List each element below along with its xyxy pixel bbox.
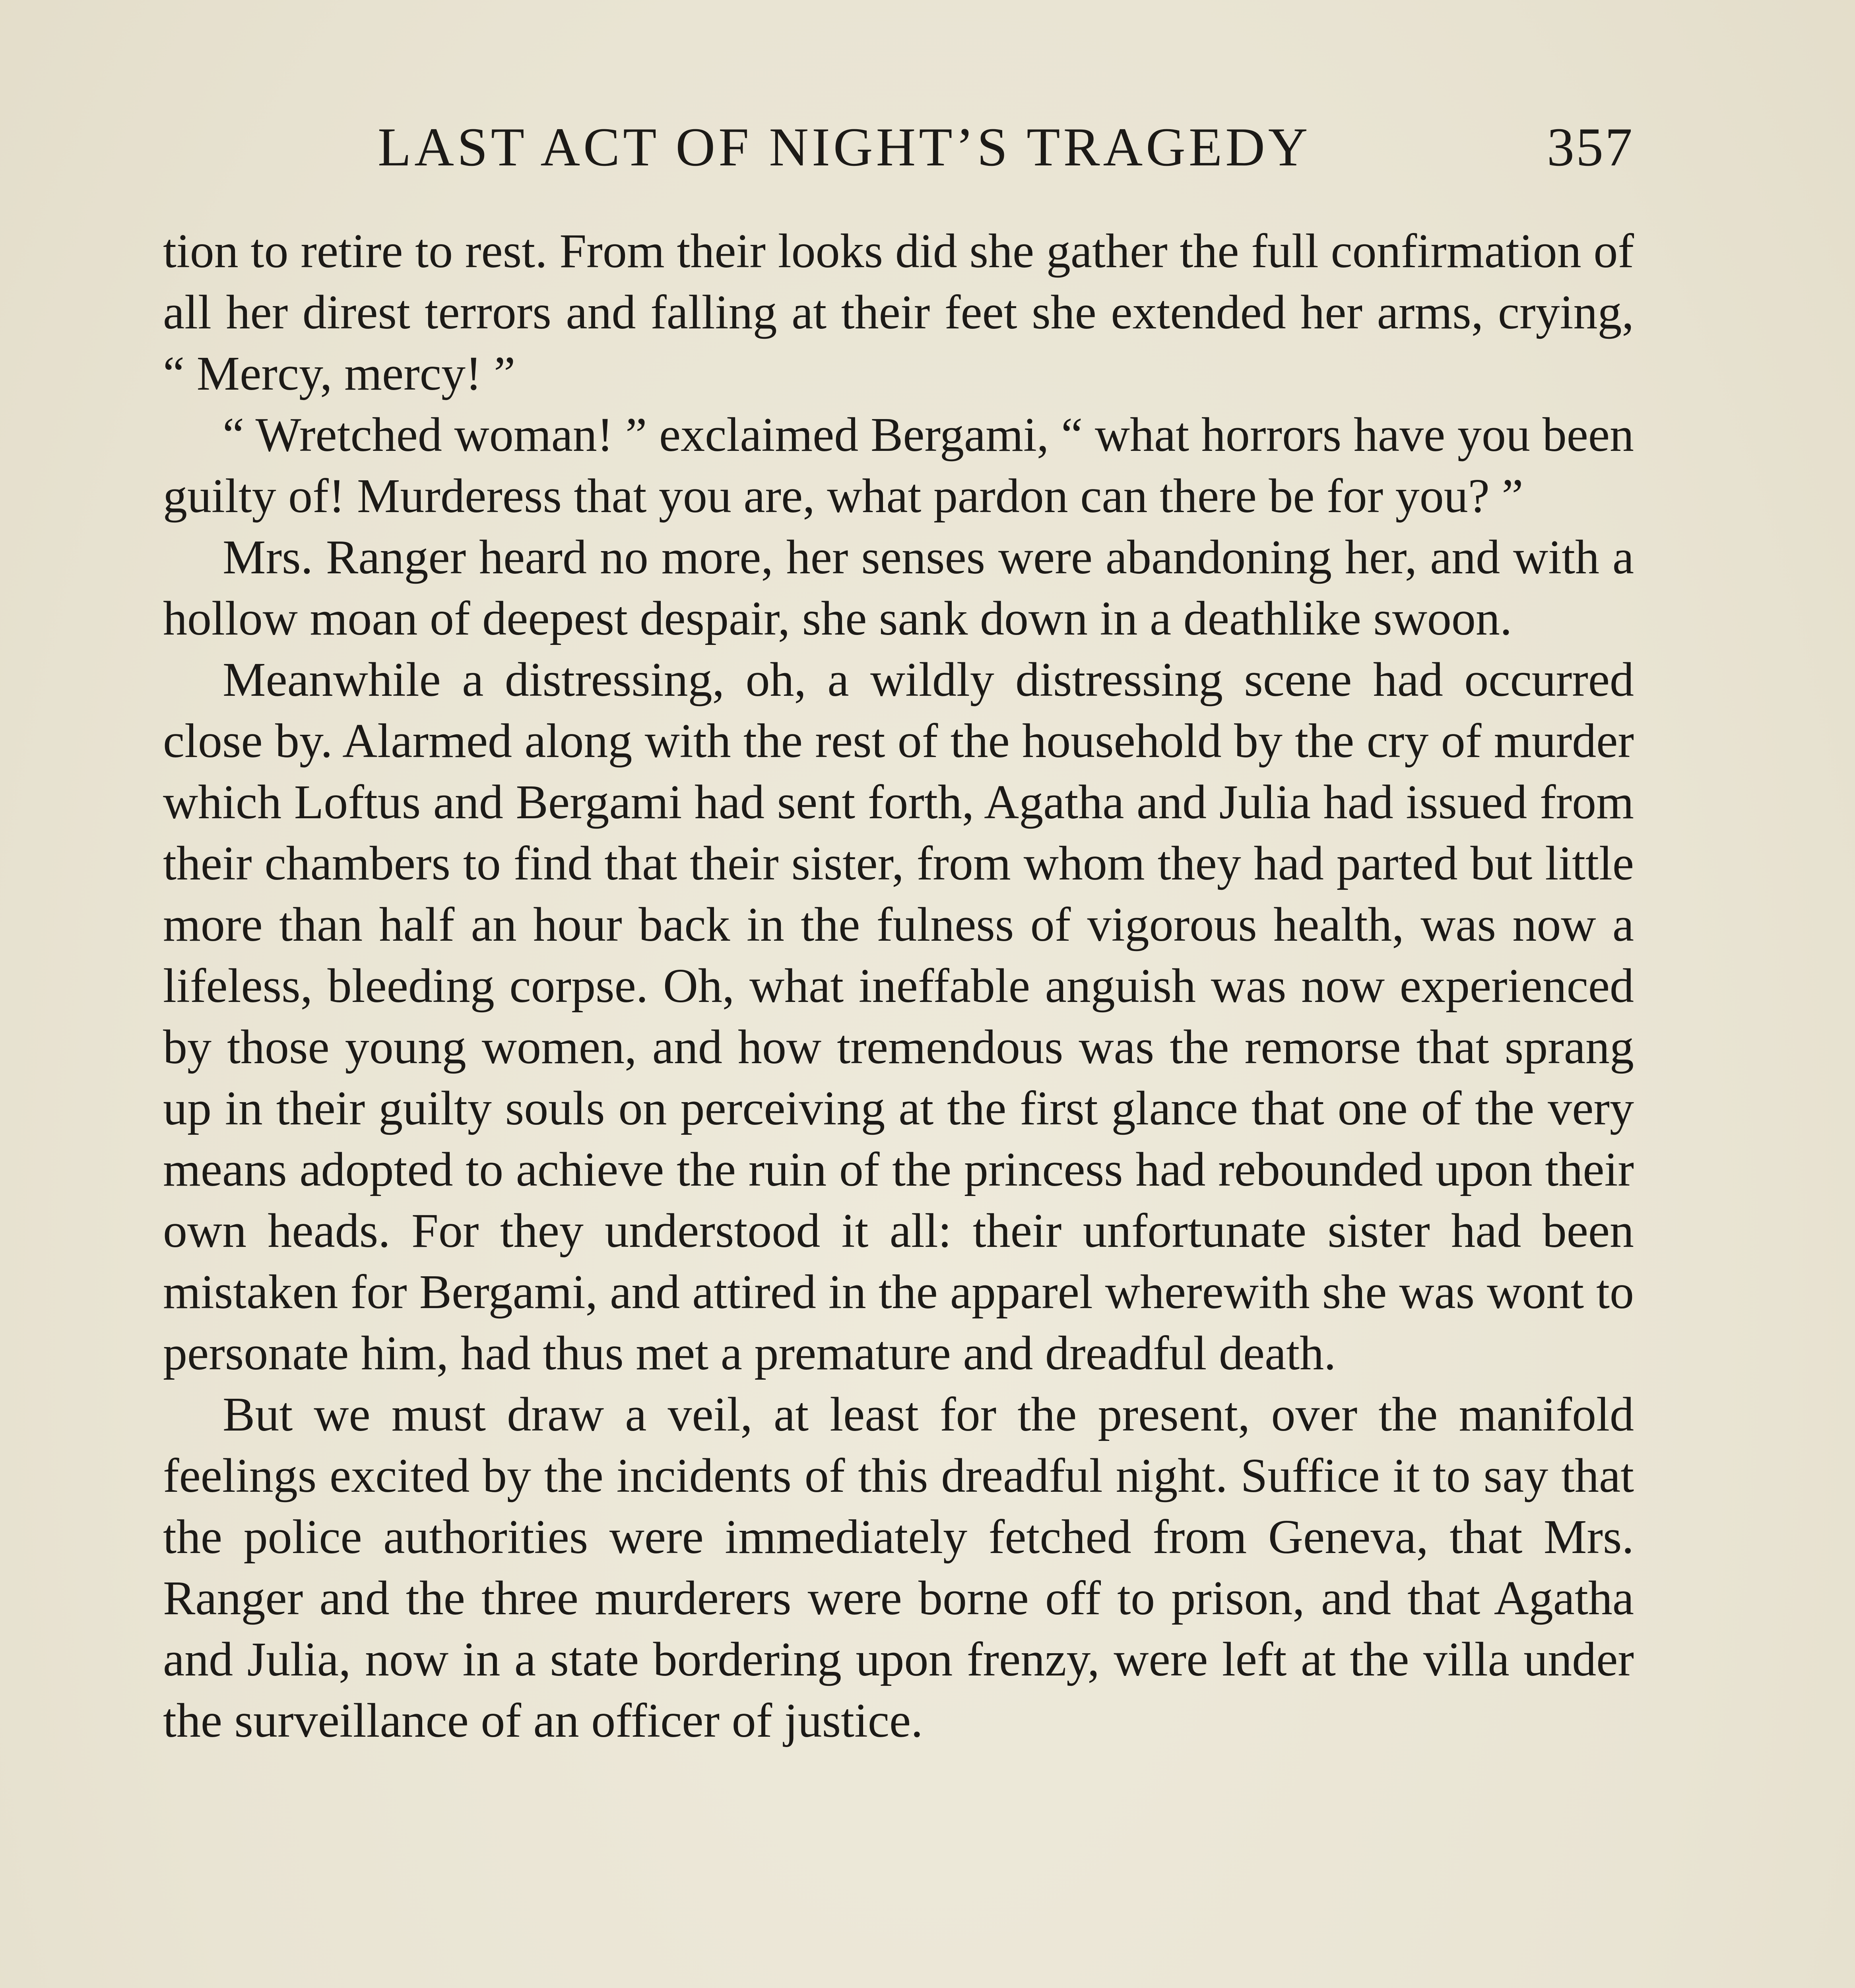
- page-number: 357: [1547, 116, 1634, 177]
- paragraph: “ Wretched woman! ” exclaimed Bergami, “ what horrors have you been guilty of! Murderess that you are, what pardon can there be for you? ”: [163, 408, 1634, 523]
- paragraph: Mrs. Ranger heard no more, her senses were abandoning her, and with a hollow moan of deepest despair, she sank down in a deathlike swoon.: [163, 530, 1634, 645]
- running-title: LAST ACT OF NIGHT’S TRAGEDY: [378, 116, 1311, 177]
- running-head: [163, 107, 1634, 187]
- paragraph: tion to retire to rest. From their looks did she gather the full confirmation of all her direst terrors and falling at their feet she extended her arms, crying, “ Mercy, mercy! ”: [163, 224, 1634, 400]
- paragraph: But we must draw a veil, at least for the present, over the manifold feelings excited by the incidents of this dreadful night. Suffice it to say that the police authorities were immediately fetched from Geneva, that Mrs. Ranger and the three murderers were borne off to prison, and that Agatha and Julia, now in a state bordering upon frenzy, were left at the villa under the surveillance of an officer of justice.: [163, 1388, 1634, 1747]
- paragraph: Meanwhile a distressing, oh, a wildly distressing scene had occurred close by. Alarmed along with the rest of the household by the cry of murder which Loftus and Bergami had sent forth, Agatha and Julia had issued from their chambers to find that their sister, from whom they had parted but little more than half an hour back in the fulness of vigorous health, was now a lifeless, bleeding corpse. Oh, what ineffable anguish was now experienced by those young women, and how tremendous was the remorse that sprang up in their guilty souls on perceiving at the first glance that one of the very means adopted to achieve the ruin of the princess had rebounded upon their own heads. For they understood it all: their unfortunate sister had been mistaken for Bergami, and attired in the apparel wherewith she was wont to personate him, had thus met a premature and dreadful death.: [163, 653, 1634, 1380]
- text-body: [163, 221, 1634, 1751]
